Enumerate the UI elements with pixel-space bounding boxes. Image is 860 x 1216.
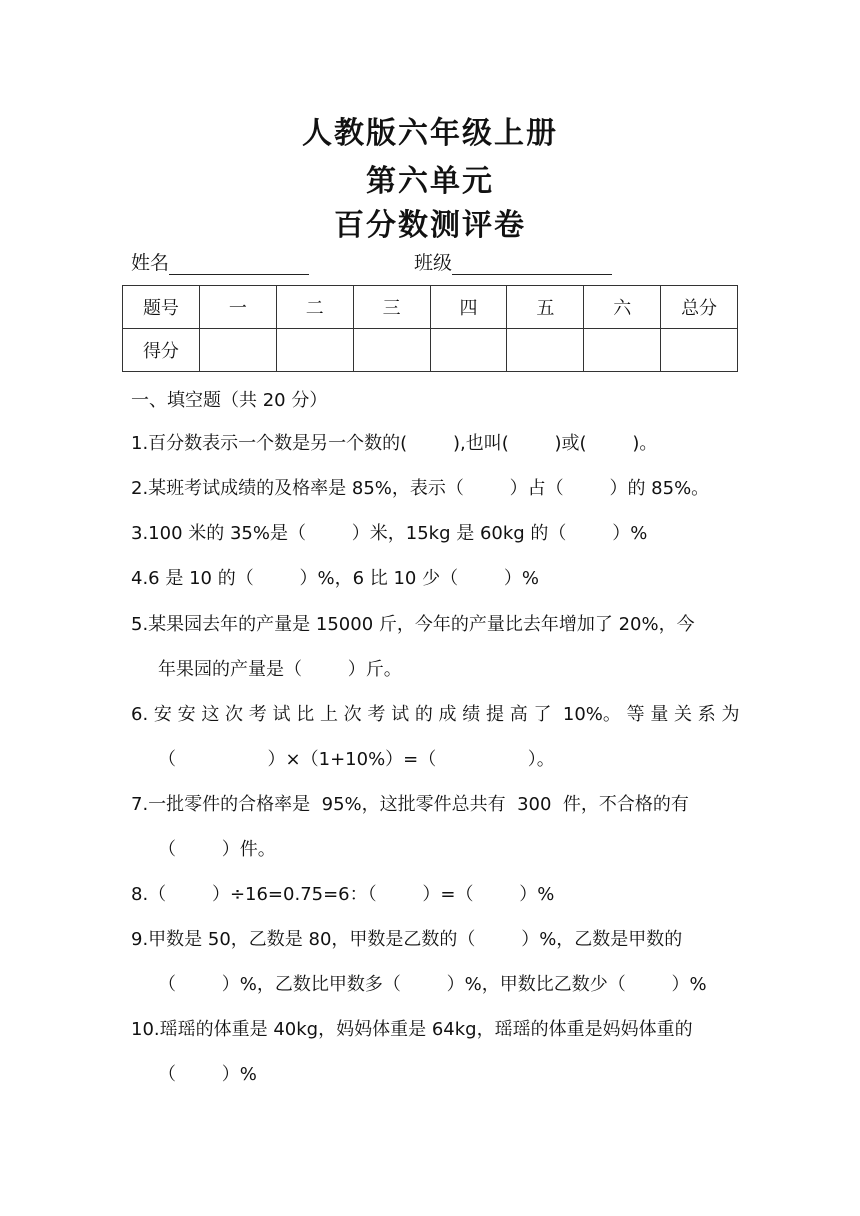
score-table <box>122 285 738 372</box>
score-cell-total[interactable] <box>661 329 738 372</box>
question-6-cont: （ ）×（1+10%）=（ ）。 <box>158 749 555 770</box>
question-3: 3.100 米的 35%是（ ）米，15kg 是 60kg 的（ ）% <box>131 523 648 544</box>
header-cell-6: 六 <box>584 286 661 329</box>
name-field <box>131 248 309 275</box>
question-5: 5.某果园去年的产量是 15000 斤，今年的产量比去年增加了 20%，今 <box>131 614 695 635</box>
score-cell[interactable] <box>276 329 353 372</box>
question-9: 9.甲数是 50，乙数是 80，甲数是乙数的（ ）%，乙数是甲数的 <box>131 929 683 950</box>
name-label: 姓名 <box>131 252 170 274</box>
score-cell[interactable] <box>353 329 430 372</box>
score-table-header-row <box>123 286 738 329</box>
class-label: 班级 <box>414 252 453 274</box>
score-cell[interactable] <box>507 329 584 372</box>
header-cell-3: 三 <box>353 286 430 329</box>
title-line-3: 百分数测评卷 <box>334 208 526 243</box>
question-7-cont: （ ）件。 <box>158 839 276 860</box>
score-cell[interactable] <box>584 329 661 372</box>
question-2: 2.某班考试成绩的及格率是 85%，表示（ ）占（ ）的 85%。 <box>131 478 710 499</box>
question-10: 10.瑶瑶的体重是 40kg，妈妈体重是 64kg，瑶瑶的体重是妈妈体重的 <box>131 1019 693 1040</box>
question-6: 6. 安 安 这 次 考 试 比 上 次 考 试 的 成 绩 提 高 了 10%。 等 量 关 系 为 <box>131 704 740 725</box>
score-row-label: 得分 <box>123 329 200 372</box>
question-1: 1.百分数表示一个数是另一个数的( ),也叫( )或( )。 <box>131 433 658 454</box>
class-field <box>414 248 612 275</box>
header-cell-1: 一 <box>199 286 276 329</box>
class-blank[interactable] <box>452 254 612 275</box>
header-cell-4: 四 <box>430 286 507 329</box>
score-cell[interactable] <box>430 329 507 372</box>
score-cell[interactable] <box>199 329 276 372</box>
name-blank[interactable] <box>169 254 309 275</box>
question-10-cont: （ ）% <box>158 1064 257 1085</box>
section-heading: 一、填空题（共 20 分） <box>131 390 328 411</box>
question-4: 4.6 是 10 的（ ）%，6 比 10 少（ ）% <box>131 568 539 589</box>
header-cell-label: 题号 <box>123 286 200 329</box>
title-line-1: 人教版六年级上册 <box>302 116 558 151</box>
question-5-cont: 年果园的产量是（ ）斤。 <box>158 659 402 680</box>
header-cell-5: 五 <box>507 286 584 329</box>
header-cell-total: 总分 <box>661 286 738 329</box>
title-line-2: 第六单元 <box>366 164 494 199</box>
question-7: 7.一批零件的合格率是 95%，这批零件总共有 300 件，不合格的有 <box>131 794 689 815</box>
header-cell-2: 二 <box>276 286 353 329</box>
score-table-score-row <box>123 329 738 372</box>
question-8: 8.（ ）÷16=0.75=6：（ ）=（ ）% <box>131 884 555 905</box>
question-9-cont: （ ）%，乙数比甲数多（ ）%，甲数比乙数少（ ）% <box>158 974 707 995</box>
